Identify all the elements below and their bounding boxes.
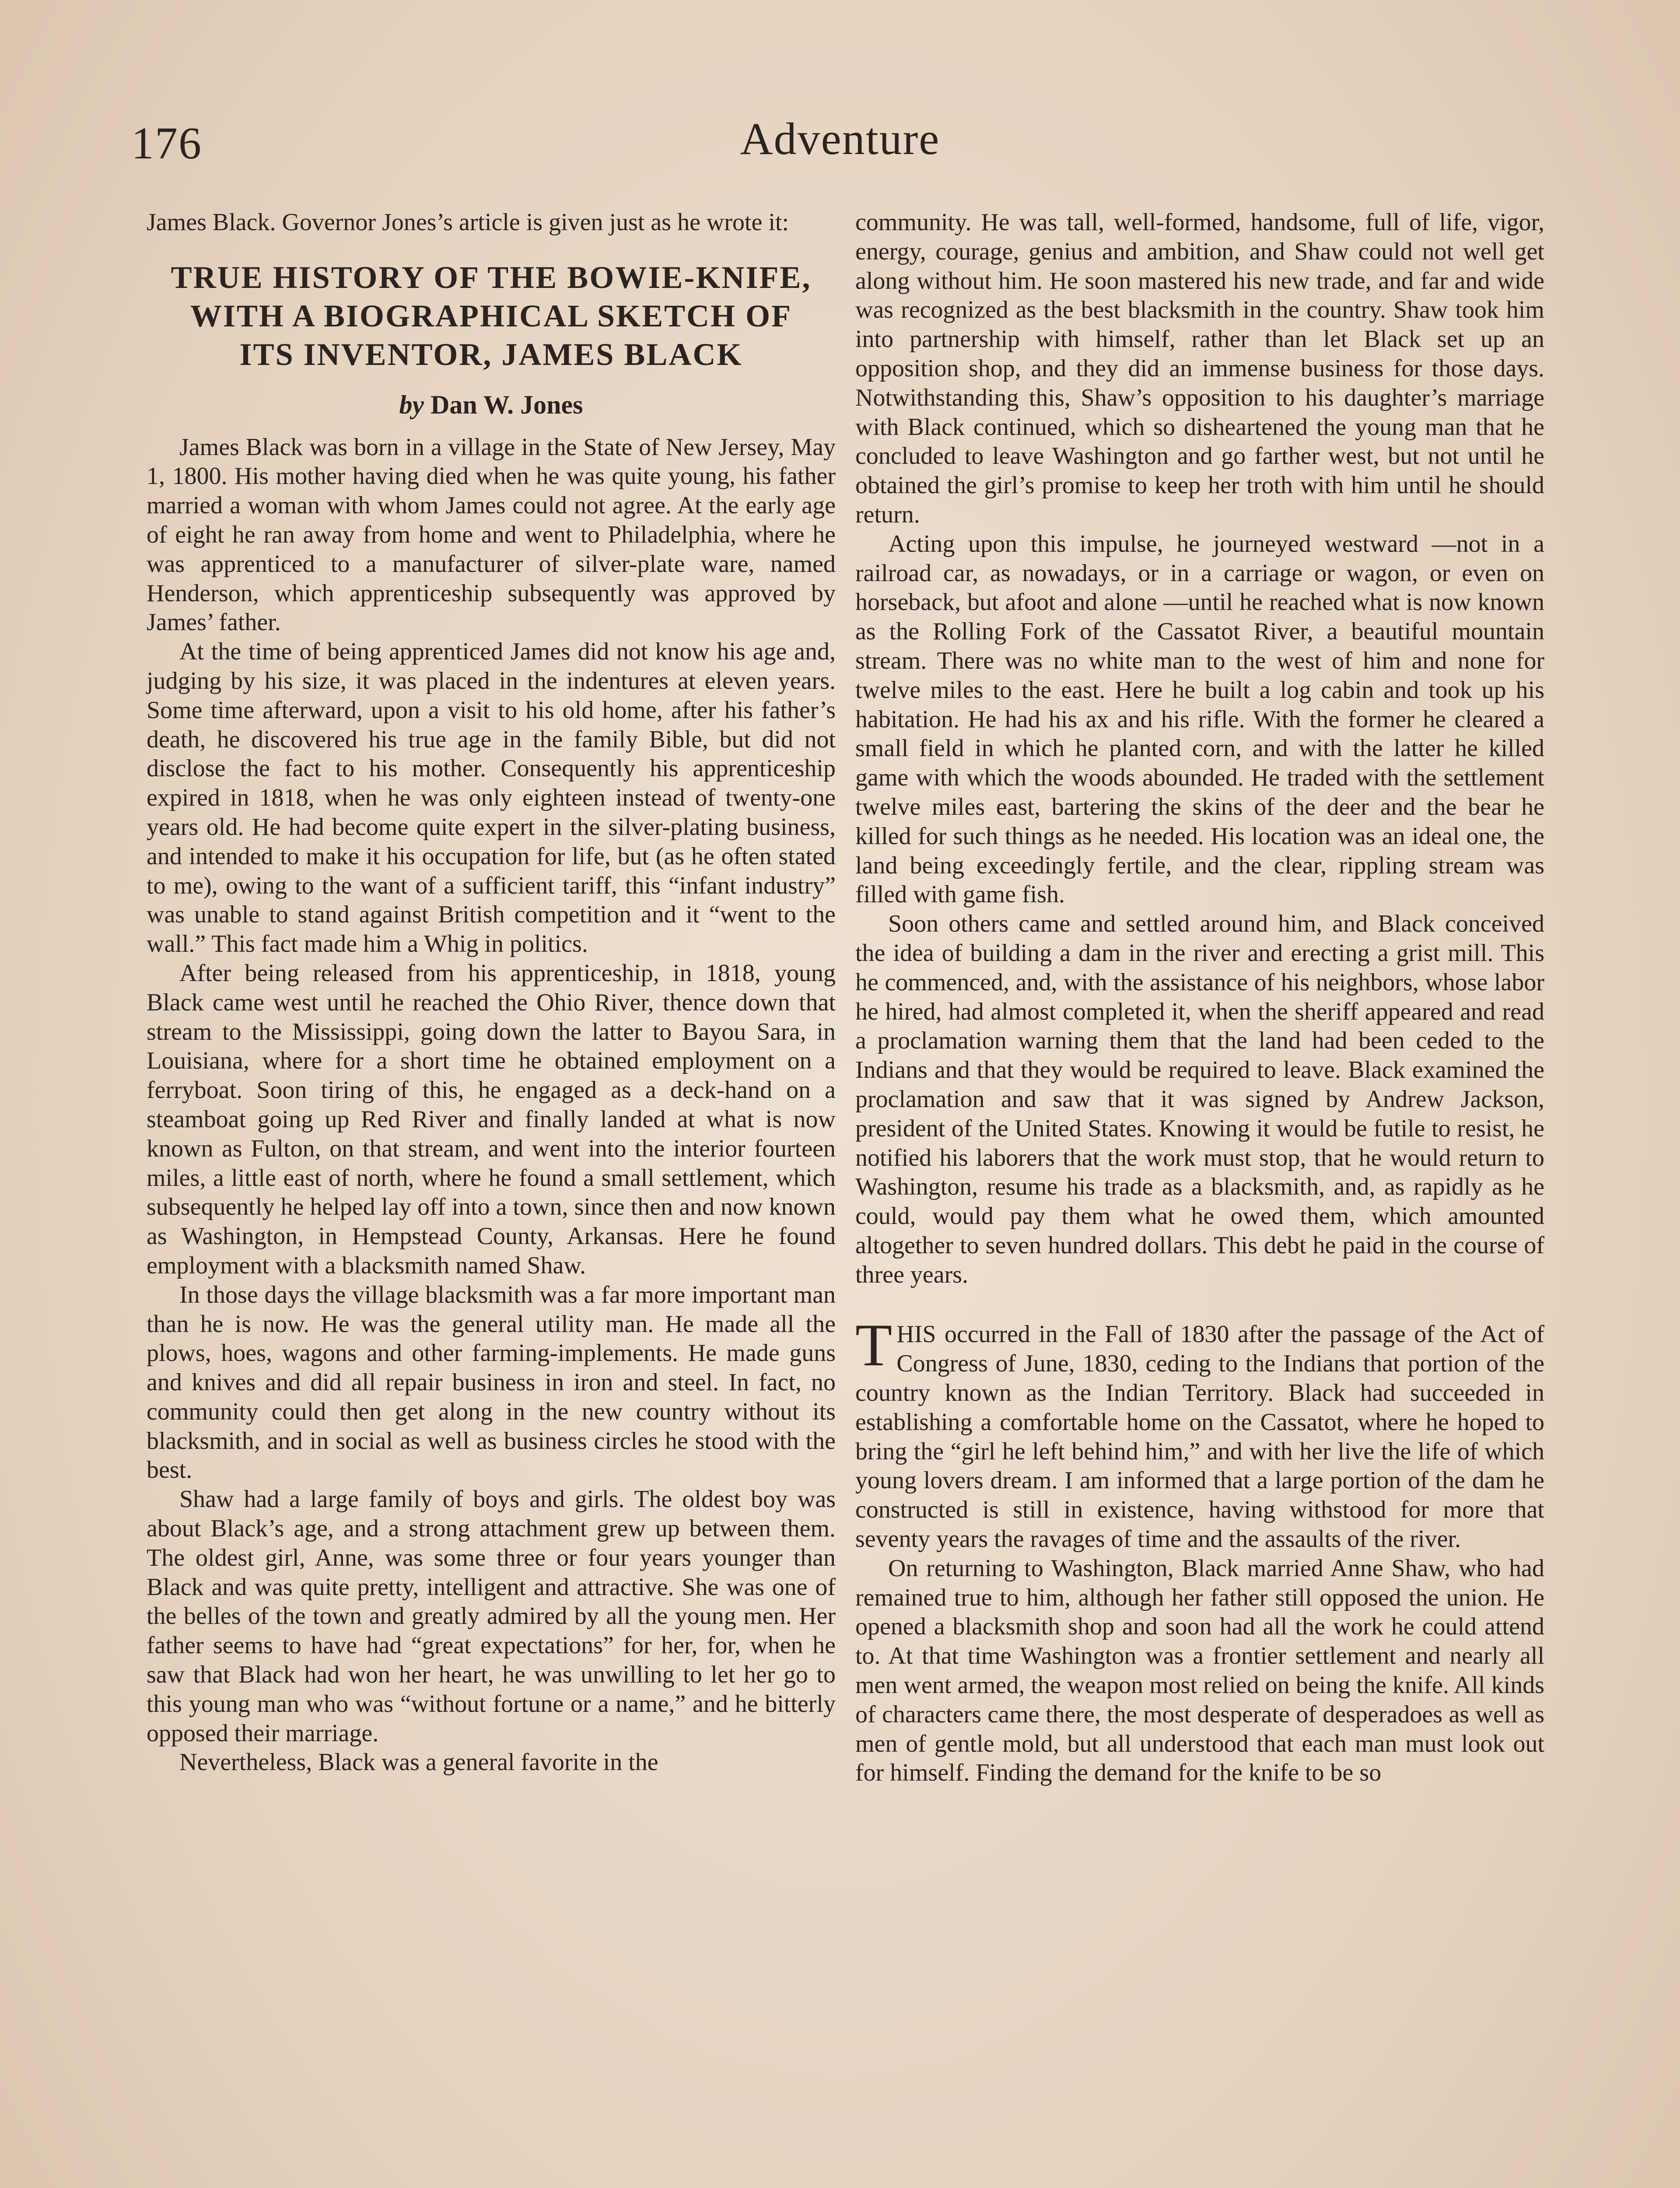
byline [147, 390, 836, 420]
byline-prefix: by [399, 390, 424, 419]
section-paragraph [855, 1311, 1544, 1553]
paragraph: After being released from his apprenticeship, in 1818, young Black came west until he reached the Ohio River, thence down that stream to the Mississippi, going down the latter to Bayou Sara, in Louisiana, where for a short time he obtained employment on a ferryboat. Soon tiring of this, he engaged as a deck-hand on a steamboat going up Red River and finally landed at what is now known as Fulton, on that stream, and went into the interior fourteen miles, a little east of north, where he found a small settlement, which subsequently he helped lay off into a town, since then and now known as Washington, in Hempstead County, Arkansas. Here he found employment with a blacksmith named Shaw. [147, 959, 836, 1279]
paragraph: community. He was tall, well-formed, handsome, full of life, vigor, energy, courage, genius and ambition, and Shaw could not well get along without him. He soon mastered his new trade, and far and wide was recognized as the best blacksmith in the country. Shaw took him into partnership with himself, rather than let Black set up an opposition shop, and they did an immense business for those days. Notwithstanding this, Shaw’s opposition to his daughter’s marriage with Black continued, which so disheartened the young man that he concluded to leave Washington and go farther west, but not until he obtained the girl’s promise to keep her troth with him until he should return. [855, 209, 1544, 528]
byline-author: Dan W. Jones [430, 390, 583, 419]
paragraph: Nevertheless, Black was a general favorite in the [179, 1749, 658, 1776]
left-column [147, 208, 836, 1777]
intro-paragraph: James Black. Governor Jones’s article is given just as he wrote it: [147, 209, 789, 236]
paragraph: Soon others came and settled around him, and Black conceived the idea of building a dam in the river and erecting a grist mill. This he commenced, and, with the assistance of his neighbors, whose labor he hired, had almost completed it, when the sheriff appeared and read a proclamation warning them that the land had been ceded to the Indians and that they would be required to leave. Black examined the proclamation and saw that it was signed by Andrew Jackson, president of the United States. Knowing it would be futile to resist, he notified his laborers that the work must stop, that he would return to Washington, resume his trade as a blacksmith, and, as rapidly as he could, would pay them what he owed them, which amounted altogether to seven hundred dollars. This debt he paid in the course of three years. [855, 910, 1544, 1288]
right-column [855, 208, 1544, 1788]
paragraph: In those days the village blacksmith was a far more important man than he is now. He was the general utility man. He made all the plows, hoes, wagons and other farming-implements. He made guns and knives and did all repair business in iron and steel. In fact, no community could then get along in the new country without its blacksmith, and in social as well as business circles he stood with the best. [147, 1281, 836, 1484]
article-title: TRUE HISTORY OF THE BOWIE-KNIFE, WITH A BIOGRAPHICAL SKETCH OF ITS INVENTOR, JAMES BLACK [171, 259, 812, 372]
paragraph: James Black was born in a village in the State of New Jersey, May 1, 1800. His mother having died when he was quite young, his father married a woman with whom James could not agree. At the early age of eight he ran away from home and went to Philadelphia, where he was apprenticed to a manufacturer of silver-plate ware, named Henderson, which apprenticeship subsequently was approved by James’ father. [147, 433, 836, 636]
drop-cap-text: HIS occurred in the Fall of 1830 after the passage of the Act of Congress of June, 1830, ceding to the Indians that portion of the country known as the Indian Territory. Black had succeeded in establishing a comfortable home on the Cassatot, where he hoped to bring the “girl he left behind him,” and with her live the life of which young lovers dream. I am informed that a large portion of the dam he constructed is still in existence, having withstood for more that seventy years the ravages of time and the assaults of the river. [855, 1321, 1544, 1553]
paragraph: On returning to Washington, Black married Anne Shaw, who had remained true to him, although her father still opposed the union. He opened a blacksmith shop and soon had all the work he could attend to. At that time Washington was a frontier settlement and nearly all men went armed, the weapon most relied on being the knife. All kinds of characters came there, the most desperate of desperadoes as well as men of gentle mold, but all understood that each man must look out for himself. Finding the demand for the knife to be so [855, 1554, 1544, 1787]
drop-cap: T [855, 1311, 892, 1379]
running-head: Adventure [740, 114, 940, 164]
page-number: 176 [131, 118, 202, 168]
paragraph: At the time of being apprenticed James did not know his age and, judging by his size, it was placed in the indentures at eleven years. Some time afterward, upon a visit to his old home, after his father’s death, he discovered his true age in the family Bible, but did not disclose the fact to his mother. Consequently his apprenticeship expired in 1818, when he was only eighteen instead of twenty-one years old. He had become quite expert in the silver-plating business, and intended to make it his occupation for life, but (as he often stated to me), owing to the want of a sufficient tariff, this “infant industry” was unable to stand against British competition and it “went to the wall.” This fact made him a Whig in politics. [147, 638, 836, 958]
paragraph: Shaw had a large family of boys and girls. The oldest boy was about Black’s age, and a strong attachment grew up between them. The oldest girl, Anne, was some three or four years younger than Black and was quite pretty, intelligent and attractive. She was one of the belles of the town and greatly admired by all the young men. Her father seems to have had “great expectations” for her, for, when he saw that Black had won her heart, he was unwilling to let her go to this young man who was “without fortune or a name,” and he bitterly opposed their marriage. [147, 1486, 836, 1747]
paragraph: Acting upon this impulse, he journeyed westward —not in a railroad car, as nowadays, or in a carriage or wagon, or even on horseback, but afoot and alone —until he reached what is now known as the Rolling Fork of the Cassatot River, a beautiful mountain stream. There was no white man to the west of him and none for twelve miles to the east. Here he built a log cabin and took up his habitation. He had his ax and his rifle. With the former he cleared a small field in which he planted corn, and with the latter he killed game with which the woods abounded. He traded with the settlement twelve miles east, bartering the skins of the deer and the bear he killed for such things as he needed. His location was an ideal one, the land being exceedingly fertile, and the clear, rippling stream was filled with game fish. [855, 530, 1544, 908]
